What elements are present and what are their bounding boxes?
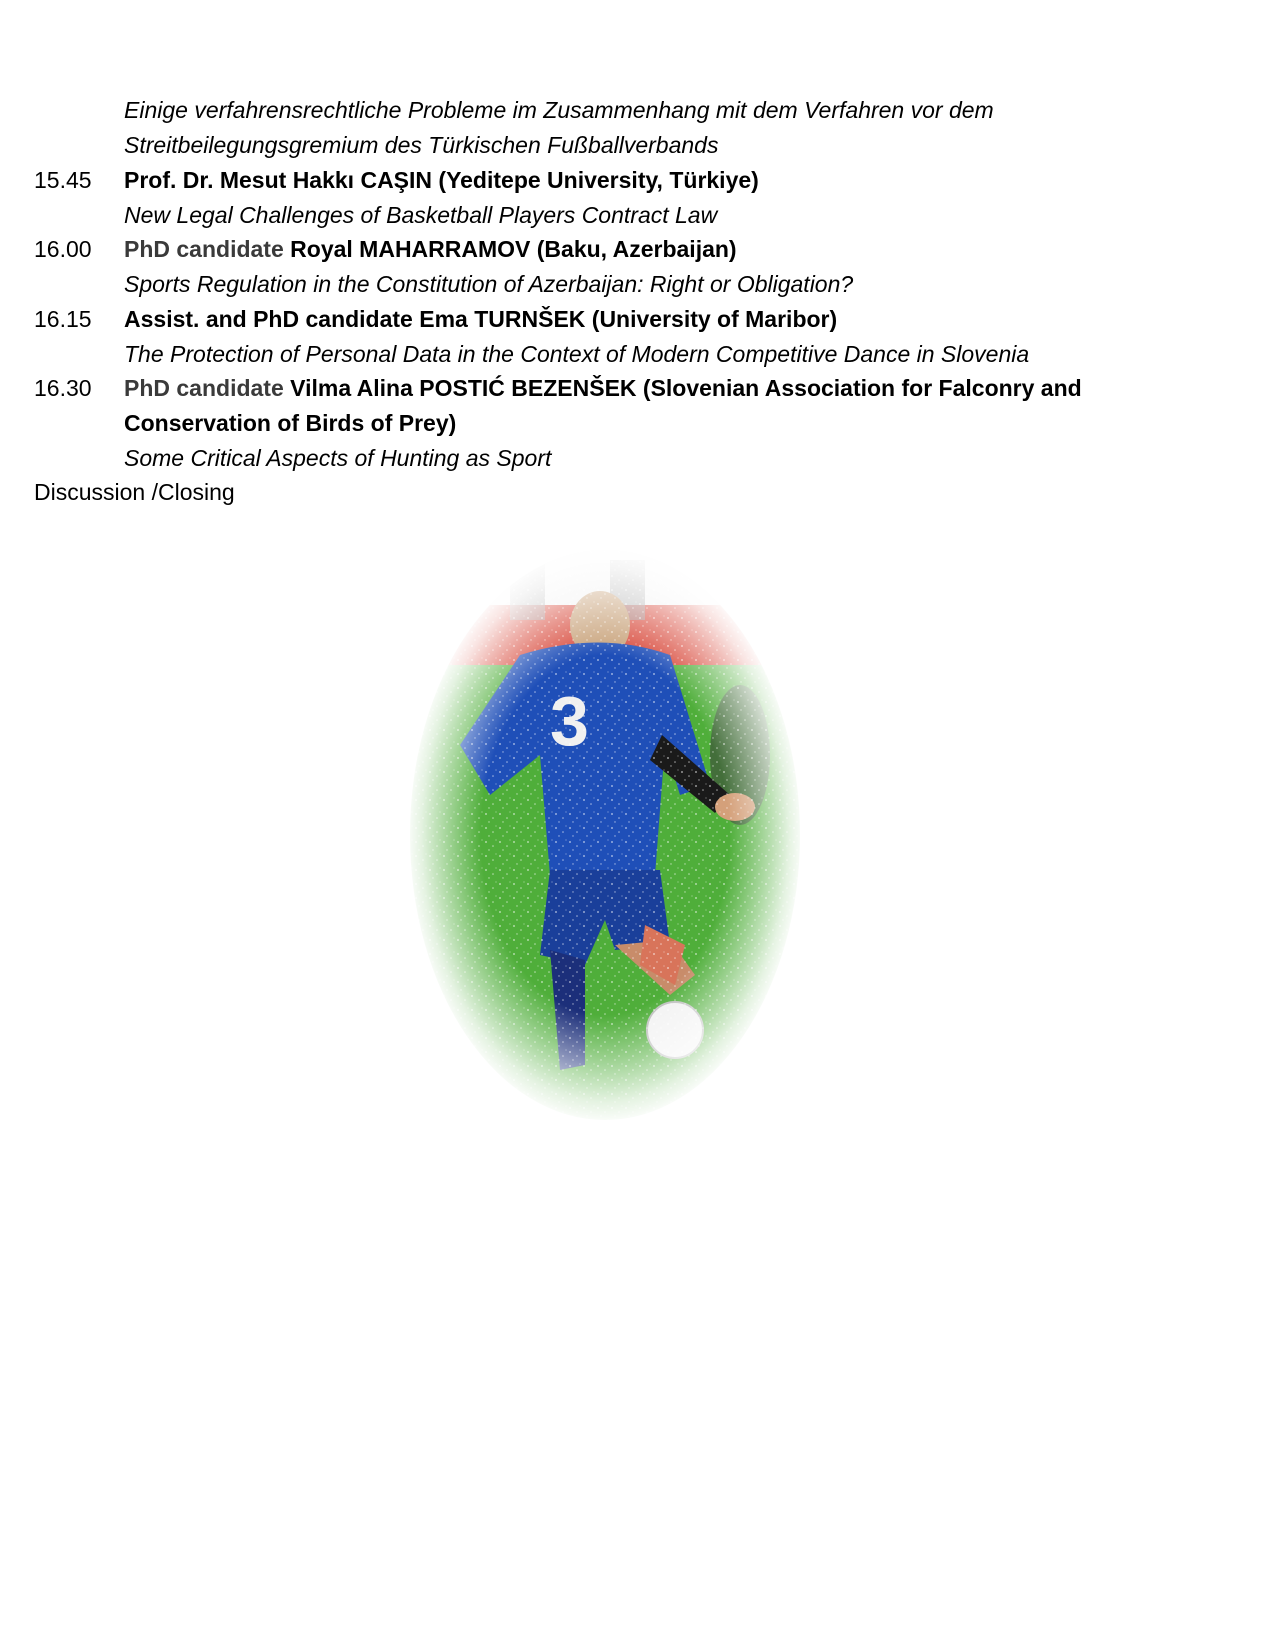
football-player-photo [400, 545, 810, 1125]
speaker-name: Royal MAHARRAMOV (Baku, Azerbaijan) [290, 236, 737, 262]
speaker-line [124, 231, 737, 267]
intro-title-line-2: Streitbeilegungsgremium des Türkischen Fußballverbands [124, 132, 719, 158]
vignette-overlay [405, 545, 805, 1125]
speaker-line [124, 370, 1082, 406]
speaker-line [124, 301, 837, 337]
session-time: 15.45 [34, 167, 92, 193]
speaker-prefix: PhD candidate [124, 375, 284, 401]
talk-title: The Protection of Personal Data in the Context of Modern Competitive Dance in Slovenia [124, 341, 1030, 367]
speaker-prefix: PhD candidate [124, 236, 284, 262]
session-time: 16.00 [34, 236, 92, 262]
intro-title-line-1: Einige verfahrensrechtliche Probleme im Zusammenhang mit dem Verfahren vor dem [124, 97, 994, 123]
session-time: 16.30 [34, 375, 92, 401]
talk-title: Some Critical Aspects of Hunting as Sport [124, 445, 552, 471]
speaker-prefix: Assist. and PhD candidate [124, 306, 413, 332]
session-time: 16.15 [34, 306, 92, 332]
speaker-name-continued: Conservation of Birds of Prey) [124, 410, 457, 436]
talk-title: Sports Regulation in the Constitution of Azerbaijan: Right or Obligation? [124, 271, 854, 297]
speaker-name: Vilma Alina POSTIĆ BEZENŠEK (Slovenian Association for Falconry and [290, 375, 1082, 401]
talk-title: New Legal Challenges of Basketball Players Contract Law [124, 202, 718, 228]
speaker-name: Ema TURNŠEK (University of Maribor) [419, 306, 838, 332]
closing-text: Discussion /Closing [34, 479, 235, 505]
speaker-name: Prof. Dr. Mesut Hakkı CAŞIN (Yeditepe University, Türkiye) [124, 167, 759, 193]
